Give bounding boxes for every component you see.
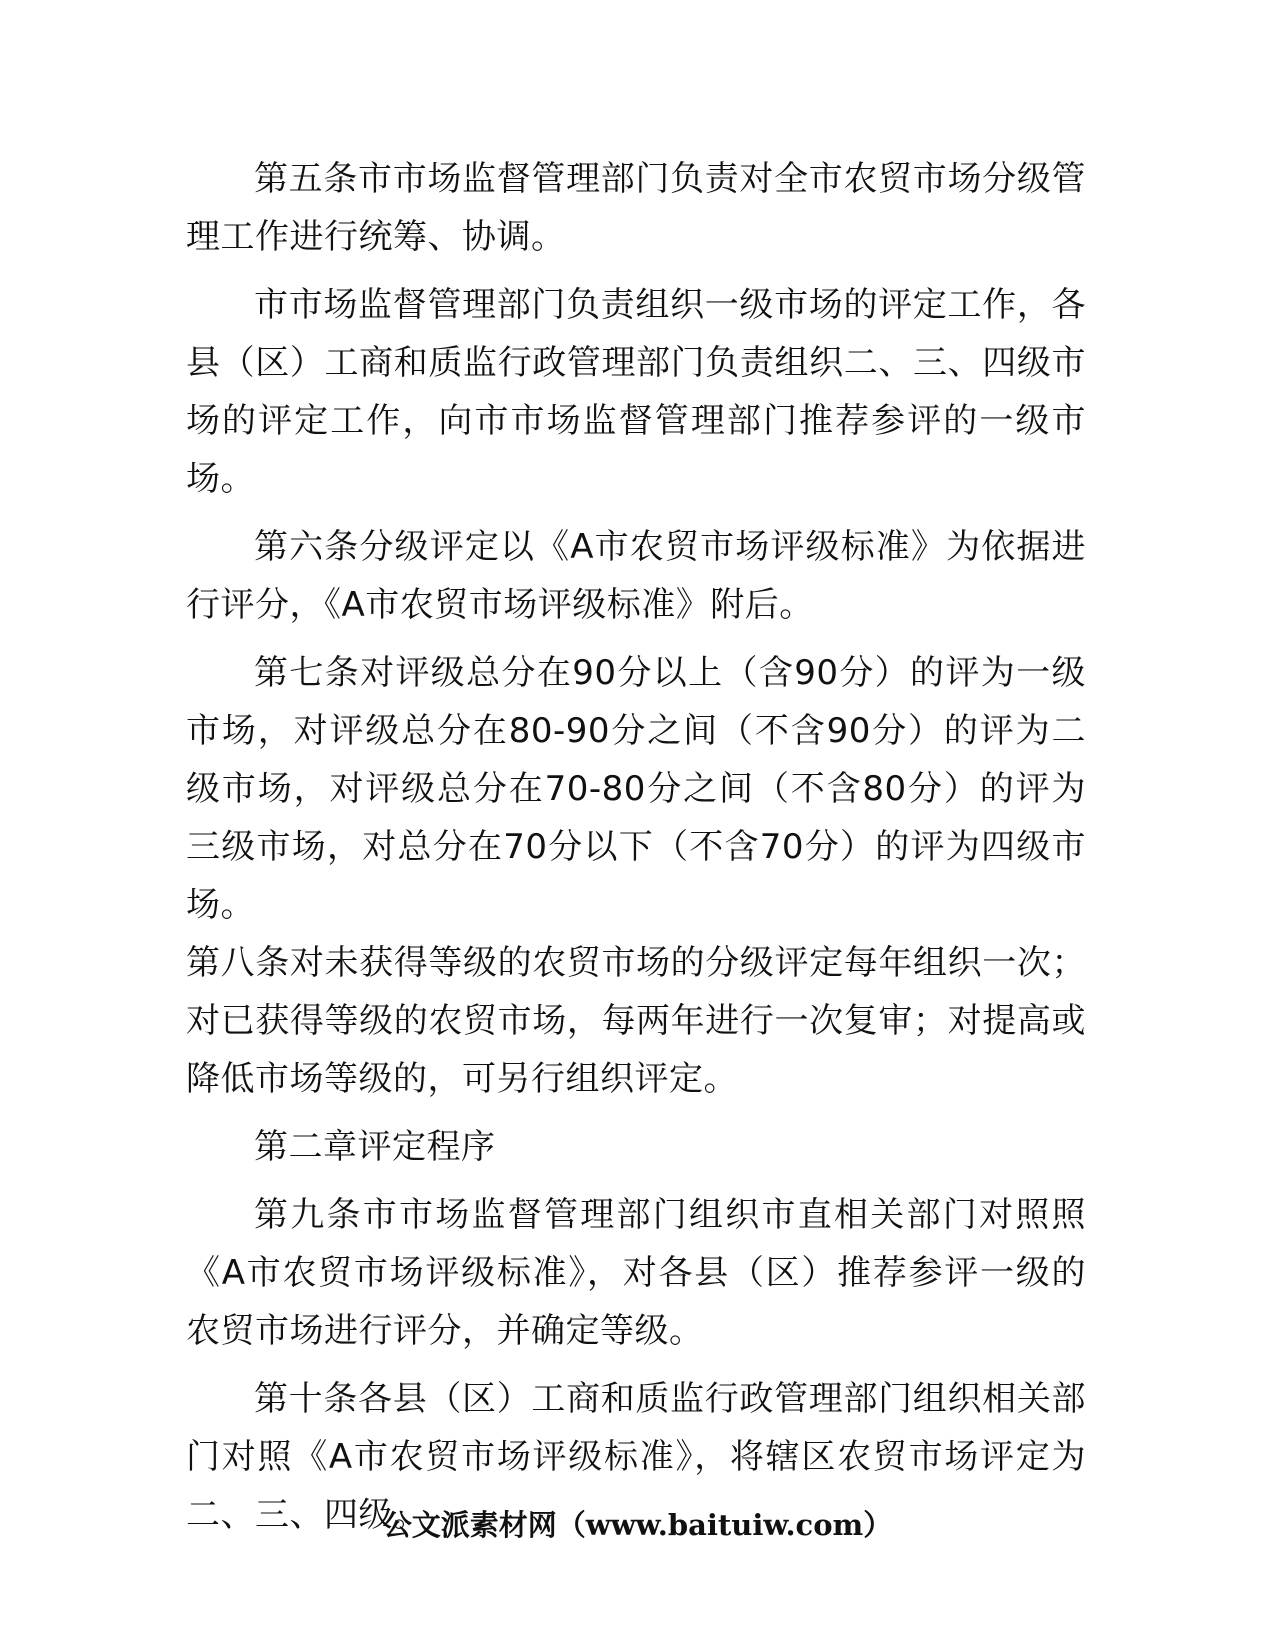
article-10-paragraph: 第十条各县（区）工商和质监行政管理部门组织相关部门对照《A市农贸市场评级标准》，将辖区农贸市场评定为二、三、四级。 <box>186 1379 1086 1535</box>
article-8-paragraph: 第八条对未获得等级的农贸市场的分级评定每年组织一次；对已获得等级的农贸市场，每两年进行一次复审；对提高或降低市场等级的，可另行组织评定。 <box>186 943 1086 1099</box>
article-5-paragraph: 第五条市市场监督管理部门负责对全市农贸市场分级管理工作进行统筹、协调。 <box>186 159 1086 257</box>
article-7-paragraph: 第七条对评级总分在90分以上（含90分）的评为一级市场，对评级总分在80-90分之间（不含90分）的评为二级市场，对评级总分在70-80分之间（不含80分）的评为三级市场，对总分在70分以下（不含70分）的评为四级市场。 <box>186 653 1086 925</box>
document-body <box>186 150 1086 1544</box>
article-9-paragraph: 第九条市市场监督管理部门组织市直相关部门对照照《A市农贸市场评级标准》，对各县（区）推荐参评一级的农贸市场进行评分，并确定等级。 <box>186 1195 1086 1351</box>
municipal-responsibility-paragraph: 市市场监督管理部门负责组织一级市场的评定工作，各县（区）工商和质监行政管理部门负责组织二、三、四级市场的评定工作，向市市场监督管理部门推荐参评的一级市场。 <box>186 285 1086 499</box>
footer-source-text: 公文派素材网（www.baituiw.com） <box>382 1508 893 1542</box>
article-6-paragraph: 第六条分级评定以《A市农贸市场评级标准》为依据进行评分，《A市农贸市场评级标准》附后。 <box>186 527 1086 625</box>
chapter-2-heading: 第二章评定程序 <box>254 1127 496 1167</box>
